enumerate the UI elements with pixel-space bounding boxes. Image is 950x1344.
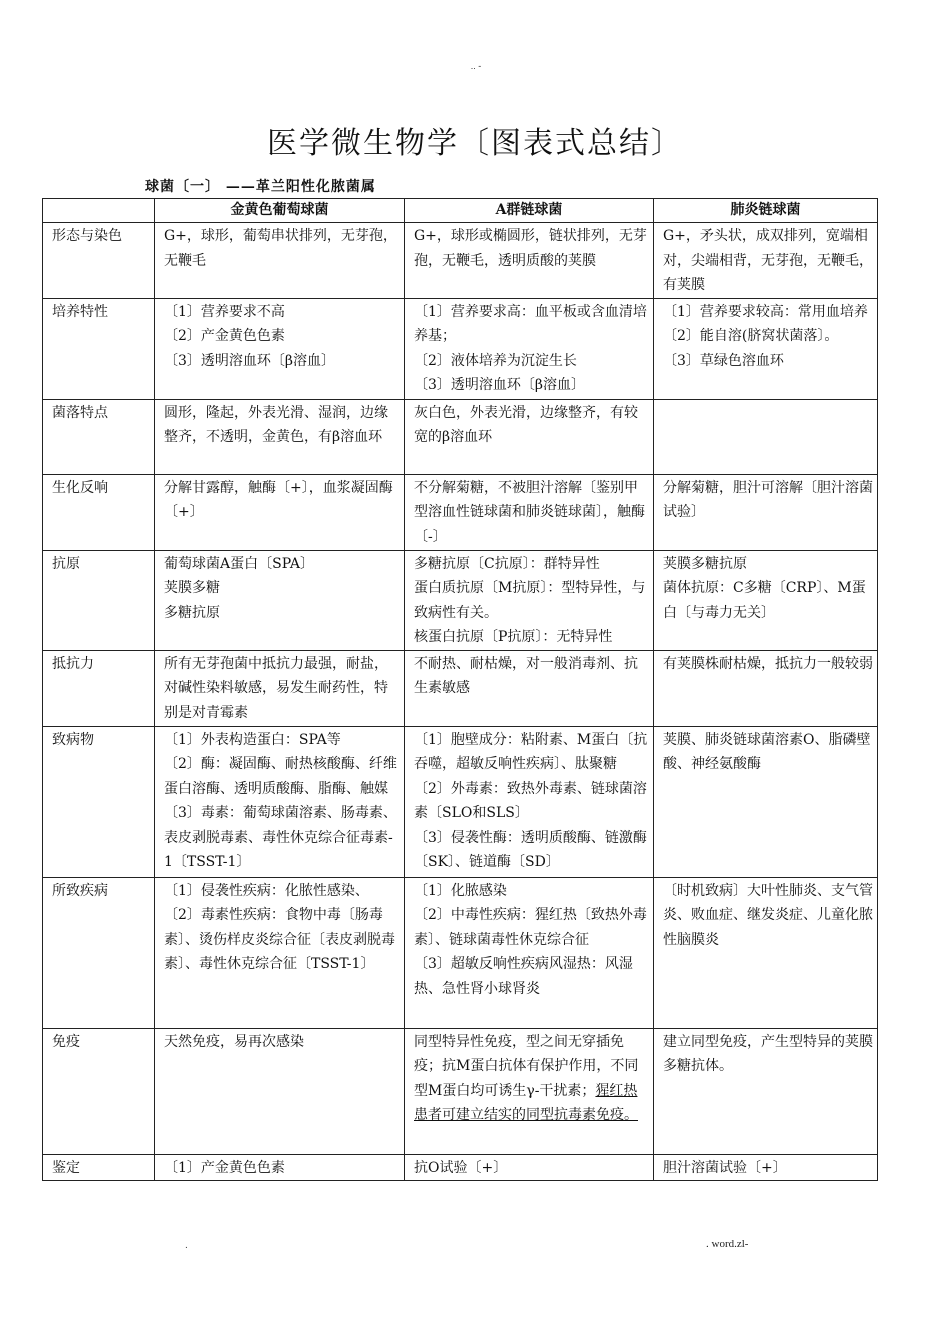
table-row bbox=[43, 1028, 878, 1154]
row-label: 鉴定 bbox=[43, 1154, 155, 1181]
table-cell bbox=[155, 726, 405, 877]
cell-line: 〔1〕侵袭性疾病：化脓性感染、 bbox=[164, 882, 369, 899]
cell-line: 胆汁溶菌试验〔+〕 bbox=[663, 1159, 787, 1176]
cell-line: 〔3〕透明溶血环〔β溶血〕 bbox=[164, 352, 336, 369]
table-row bbox=[43, 550, 878, 650]
table-cell bbox=[654, 474, 878, 550]
cell-line: 〔1〕营养要求高：血平板或含血清培养基； bbox=[414, 303, 647, 344]
cell-line: 〔1〕营养要求不高 bbox=[164, 303, 285, 320]
cell-line: 天然免疫，易再次感染 bbox=[164, 1033, 304, 1050]
cell-line: 不分解菊糖，不被胆汁溶解〔鉴别甲型溶血性链球菌和肺炎链球菌〕，触酶〔-〕 bbox=[414, 479, 645, 545]
cell-line: 蛋白质抗原〔M抗原〕：型特异性，与致病性有关。 bbox=[414, 580, 646, 621]
cell-line: 圆形，隆起，外表光滑、湿润，边缘整齐，不透明，金黄色，有β溶血环 bbox=[164, 404, 388, 445]
cell-line: 菌体抗原：C多糖〔CRP〕、M蛋白〔与毒力无关〕 bbox=[663, 580, 866, 621]
table-cell bbox=[155, 298, 405, 399]
top-mark: .. - bbox=[470, 61, 482, 71]
table-cell bbox=[405, 399, 654, 474]
table-cell bbox=[654, 1154, 878, 1181]
cell-line: 建立同型免疫，产生型特异的荚膜多糖抗体。 bbox=[663, 1033, 873, 1074]
cell-line: 〔2〕能自溶(脐窝状菌落〕。 bbox=[663, 328, 839, 344]
table-cell bbox=[155, 550, 405, 650]
table-cell bbox=[654, 1028, 878, 1154]
table-row bbox=[43, 1154, 878, 1181]
cell-line: 〔1〕胞壁成分：粘附素、M蛋白〔抗吞噬，超敏反响性疾病〕、肽聚糖 bbox=[414, 731, 648, 772]
table-cell bbox=[654, 550, 878, 650]
cell-line: 〔2〕中毒性疾病：猩红热〔致热外毒素〕、链球菌毒性休克综合征 bbox=[414, 907, 647, 948]
cell-line: 葡萄球菌A蛋白〔SPA〕 bbox=[164, 555, 314, 572]
table-cell bbox=[155, 650, 405, 726]
cell-line: 分解甘露醇，触酶〔+〕，血浆凝固酶〔+〕 bbox=[164, 479, 393, 520]
row-label: 生化反响 bbox=[43, 474, 155, 550]
cell-line: 〔2〕液体培养为沉淀生长 bbox=[414, 352, 577, 369]
cell-line: 〔1〕营养要求较高：常用血培养 bbox=[663, 303, 868, 320]
cell-line: 〔时机致病〕大叶性肺炎、支气管炎、败血症、继发炎症、儿童化脓性脑膜炎 bbox=[663, 882, 873, 948]
table-cell bbox=[155, 474, 405, 550]
cell-line: 多糖抗原〔C抗原〕：群特异性 bbox=[414, 555, 600, 572]
table-body bbox=[43, 223, 878, 1181]
cell-line: G+，球形，葡萄串状排列，无芽孢，无鞭毛 bbox=[164, 228, 397, 269]
cell-line: 〔2〕外毒素：致热外毒素、链球菌溶素〔SLO和SLS〕 bbox=[414, 780, 647, 821]
table-cell bbox=[155, 877, 405, 1028]
table-cell bbox=[405, 726, 654, 877]
cell-line: 〔3〕草绿色溶血环 bbox=[663, 352, 784, 369]
cell-line: 〔2〕产金黄色色素 bbox=[164, 328, 285, 344]
table-header-cell: 肺炎链球菌 bbox=[654, 199, 878, 223]
cell-line: 荚膜多糖 bbox=[164, 580, 220, 596]
comparison-table bbox=[42, 198, 878, 1181]
cell-line: 核蛋白抗原〔P抗原〕：无特异性 bbox=[414, 629, 613, 645]
cell-line: 荚膜、肺炎链球菌溶素O、脂磷壁酸、神经氨酸酶 bbox=[663, 731, 871, 772]
table-row bbox=[43, 650, 878, 726]
row-label: 菌落特点 bbox=[43, 399, 155, 474]
table-cell bbox=[405, 223, 654, 299]
table-row bbox=[43, 223, 878, 299]
table-row bbox=[43, 726, 878, 877]
cell-line: 灰白色，外表光滑，边缘整齐，有较宽的β溶血环 bbox=[414, 404, 638, 445]
table-cell bbox=[405, 650, 654, 726]
cell-line: 〔2〕毒素性疾病：食物中毒〔肠毒素〕、烫伤样皮炎综合征〔表皮剥脱毒素〕、毒性休克综合征〔TSST-1〕 bbox=[164, 907, 395, 972]
table-row bbox=[43, 474, 878, 550]
table-cell bbox=[155, 1154, 405, 1181]
table-cell bbox=[155, 399, 405, 474]
table-header-row bbox=[43, 199, 878, 223]
cell-line: G+，球形或椭圆形，链状排列，无芽孢，无鞭毛，透明质酸的荚膜 bbox=[414, 228, 647, 269]
footer-left: . bbox=[185, 1240, 188, 1251]
table-cell bbox=[405, 1154, 654, 1181]
table-cell bbox=[405, 474, 654, 550]
table-row bbox=[43, 877, 878, 1028]
row-label: 所致疾病 bbox=[43, 877, 155, 1028]
table-cell bbox=[405, 298, 654, 399]
cell-line: 分解菊糖，胆汁可溶解〔胆汁溶菌试验〕 bbox=[663, 479, 873, 520]
cell-line: 多糖抗原 bbox=[164, 604, 220, 621]
footer-right: . word.zl- bbox=[706, 1238, 749, 1250]
underlined-text: 猩红热患者可建立结实的同型抗毒素免疫。 bbox=[414, 1082, 638, 1123]
table-cell bbox=[654, 399, 878, 474]
cell-line: 〔1〕产金黄色色素 bbox=[164, 1159, 285, 1176]
table-cell bbox=[654, 298, 878, 399]
table-cell bbox=[654, 650, 878, 726]
cell-line: 〔1〕外表构造蛋白：SPA等 bbox=[164, 731, 341, 748]
cell-line: 有荚膜株耐枯燥，抵抗力一般较弱 bbox=[663, 655, 873, 672]
page-title: 医学微生物学〔图表式总结〕 bbox=[267, 126, 683, 162]
cell-line: 不耐热、耐枯燥，对一般消毒剂、抗生素敏感 bbox=[414, 655, 638, 696]
table-cell bbox=[654, 726, 878, 877]
table-header-cell bbox=[43, 199, 155, 223]
table-row bbox=[43, 298, 878, 399]
table-row bbox=[43, 399, 878, 474]
row-label: 免疫 bbox=[43, 1028, 155, 1154]
row-label: 培养特性 bbox=[43, 298, 155, 399]
section-subtitle: 球菌〔一〕 ——革兰阳性化脓菌属 bbox=[145, 179, 376, 195]
cell-line: 〔3〕超敏反响性疾病风湿热：风湿热、急性肾小球肾炎 bbox=[414, 956, 633, 997]
table-cell bbox=[405, 877, 654, 1028]
cell-line: 荚膜多糖抗原 bbox=[663, 555, 747, 572]
table-header-cell: A群链球菌 bbox=[405, 199, 654, 223]
cell-line: 同型特异性免疫，型之间无穿插免疫；抗M蛋白抗体有保护作用，不同型M蛋白均可诱生γ-干扰素；猩红热患者可建立结实的同型抗毒素免疫。 bbox=[414, 1033, 639, 1123]
table-cell bbox=[155, 223, 405, 299]
cell-line: 〔3〕毒素：葡萄球菌溶素、肠毒素、表皮剥脱毒素、毒性休克综合征毒素-1〔TSST-1〕 bbox=[164, 805, 397, 870]
cell-line: 〔3〕侵袭性酶：透明质酸酶、链激酶〔SK〕、链道酶〔SD〕 bbox=[414, 829, 647, 870]
row-label: 抵抗力 bbox=[43, 650, 155, 726]
row-label: 抗原 bbox=[43, 550, 155, 650]
table-cell bbox=[654, 877, 878, 1028]
cell-line: 〔3〕透明溶血环〔β溶血〕 bbox=[414, 377, 586, 393]
cell-line: 〔2〕酶：凝固酶、耐热核酸酶、纤维蛋白溶酶、透明质酸酶、脂酶、触媒 bbox=[164, 756, 397, 797]
table-cell bbox=[155, 1028, 405, 1154]
table-header-cell: 金黄色葡萄球菌 bbox=[155, 199, 405, 223]
cell-line: G+，矛头状，成双排列，宽端相对，尖端相背，无芽孢，无鞭毛，有荚膜 bbox=[663, 228, 873, 293]
table-cell bbox=[405, 550, 654, 650]
row-label: 致病物 bbox=[43, 726, 155, 877]
cell-line: 抗O试验〔+〕 bbox=[414, 1159, 508, 1176]
cell-line: 〔1〕化脓感染 bbox=[414, 882, 507, 899]
table-cell bbox=[654, 223, 878, 299]
table-cell bbox=[405, 1028, 654, 1154]
cell-line: 所有无芽孢菌中抵抗力最强，耐盐，对碱性染料敏感，易发生耐药性，特别是对青霉素 bbox=[164, 655, 388, 721]
row-label: 形态与染色 bbox=[43, 223, 155, 299]
